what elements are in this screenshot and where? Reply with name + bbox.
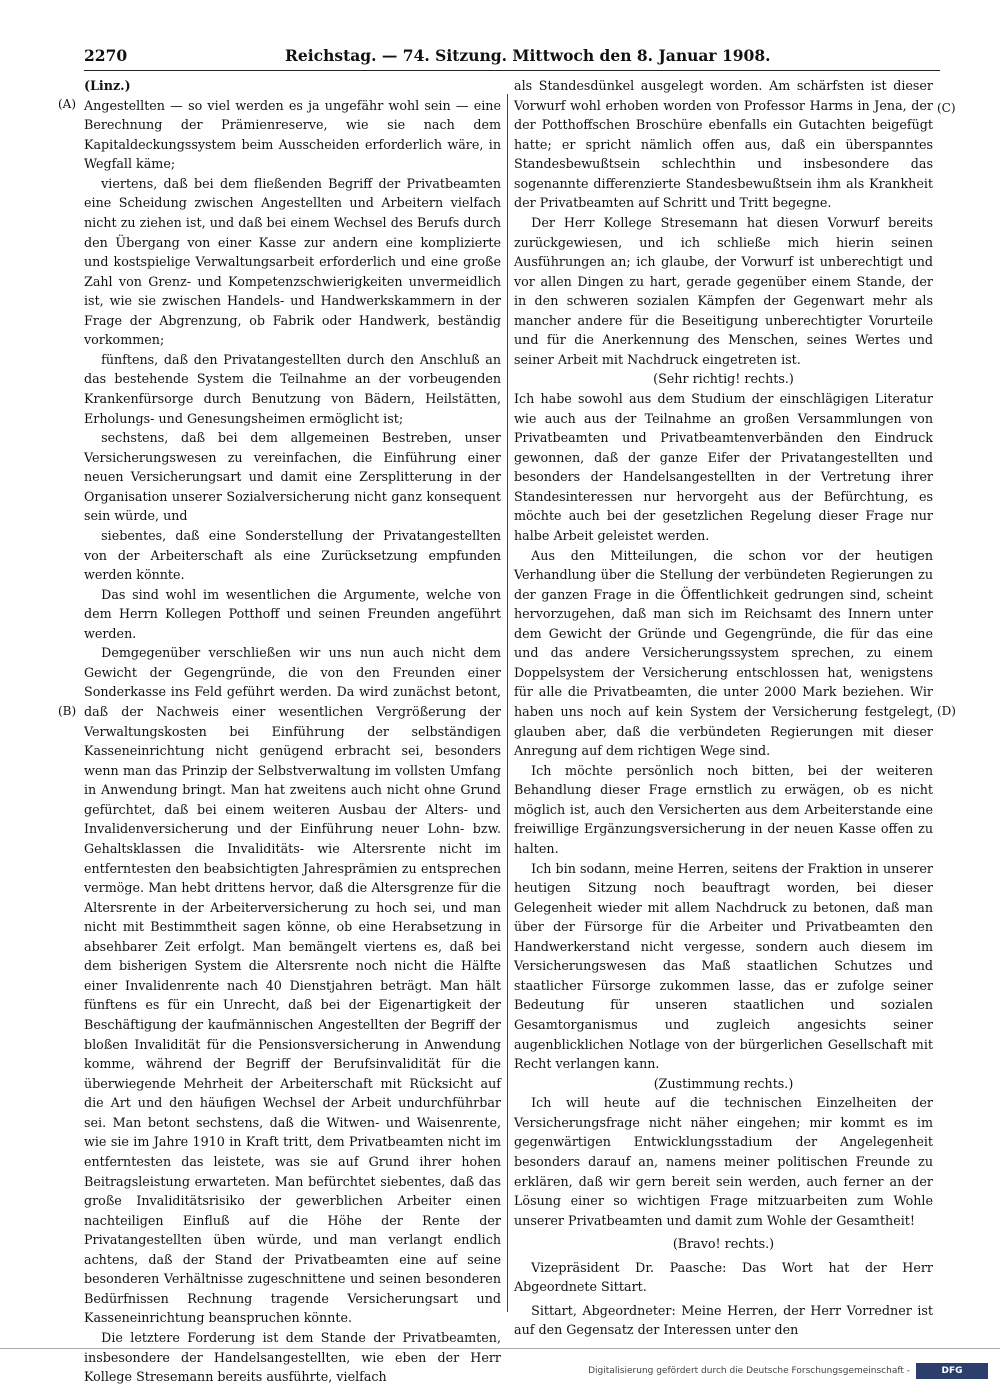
paragraph: Die letztere Forderung ist dem Stande der Privatbeamten, insbesondere der Handelsangestellten, wie eben der Herr Kollege Stresemann bereits ausführte, vielfach (84, 1330, 501, 1385)
margin-marker-c: (C) (937, 101, 956, 115)
speaker-tag: (Linz.) (84, 78, 131, 93)
paragraph: Angestellten — so viel werden es ja ungefähr wohl sein — eine Berechnung der Prämienreserve, wie sie nach dem Kapitaldeckungssystem beim Ausscheiden erforderlich wäre, in Wegfall käme; (84, 97, 501, 172)
interjection: (Bravo! rechts.) (672, 1236, 775, 1252)
left-column (84, 76, 501, 1387)
paragraph: Ich möchte persönlich noch bitten, bei der weiteren Behandlung dieser Frage ernstlich zu erwägen, ob es nicht möglich ist, auch den Versicherten aus dem Arbeiterstande eine freiwillige Ergänzungsversicherung in der neuen Kasse offen zu halten. (514, 762, 933, 856)
running-title: Reichstag. — 74. Sitzung. Mittwoch den 8. Januar 1908. (285, 46, 771, 65)
speaker-paragraph: Sittart, Abgeordneter: Meine Herren, der Herr Vorredner ist auf den Gegensatz der Interessen unter den (514, 1302, 933, 1338)
paragraph: siebentes, daß eine Sonderstellung der Privatangestellten von der Arbeiterschaft als eine Zurücksetzung empfunden werden könnte. (84, 527, 501, 583)
paragraph: Aus den Mitteilungen, die schon vor der heutigen Verhandlung über die Stellung der verbündeten Regierungen zu der ganzen Frage in die Öffentlichkeit gedrungen sind, scheint hervorzugehen, daß man sich im Reichsamt des Innern unter dem Gewicht der Gründe und Gegengründe, die für das eine und das andere Versicherungssystem sprechen, zu einem Doppelsystem der Versicherung entschlossen hat, wenigstens für alle die Privatbeamten, die unter 2000 Mark beziehen. Wir haben uns noch auf kein System der Versicherung festgelegt, glauben aber, daß die verbündeten Regierungen mit dieser Anregung auf dem richtigen Wege sind. (514, 547, 933, 759)
digitization-credit: Digitalisierung gefördert durch die Deutsche Forschungsgemeinschaft - (588, 1366, 910, 1376)
paragraph: Ich habe sowohl aus dem Studium der einschlägigen Literatur wie auch aus der Teilnahme an großen Versammlungen von Privatbeamten und Privatbeamtenverbänden den Eindruck gewonnen, daß der ganze Eifer der Privatangestellten und besonders der Handelsangestellten in der Vertretung ihrer Standesinteressen nur hervorgeht aus der Befürchtung, es möchte auch bei der gesetzlichen Regelung dieser Frage nur halbe Arbeit geleistet werden. (514, 391, 933, 543)
right-column (514, 76, 933, 1340)
page-header (84, 46, 940, 68)
column-divider (507, 94, 508, 1312)
header-rule (84, 70, 940, 71)
interjection: (Zustimmung rechts.) (653, 1075, 794, 1091)
margin-marker-d: (D) (937, 704, 956, 718)
paragraph: als Standesdünkel ausgelegt worden. Am schärfsten ist dieser Vorwurf wohl erhoben worden von Professor Harms in Jena, der der Potthoffschen Broschüre ebenfalls ein Gutachten beigefügt hatte; er spricht nämlich offen aus, daß ein überspanntes Standesbewußtsein schlechthin und insbesondere das sogenannte differenzierte Standesbewußtsein ihm als Krankheit der Privatbeamten auf Schritt und Tritt begegne. (514, 78, 933, 211)
footer-rule (0, 1348, 1000, 1349)
paragraph: Ich bin sodann, meine Herren, seitens der Fraktion in unserer heutigen Sitzung noch beauftragt worden, bei dieser Gelegenheit wieder mit allem Nachdruck zu betonen, daß man über der Fürsorge für die Arbeiter und Privatbeamten den Handwerkerstand nicht vergesse, sondern auch diesem im Versicherungswesen das Maß staatlichen Schutzes und staatlicher Fürsorge zukommen lasse, das er zufolge seiner Bedeutung für unseren staatlichen und sozialen Gesamtorganismus und zugleich angesichts seiner augenblicklichen Notlage von der bürgerlichen Gesellschaft mit Recht verlangen kann. (514, 860, 933, 1072)
page-number: 2270 (84, 46, 128, 65)
paragraph: Demgegenüber verschließen wir uns nun auch nicht dem Gewicht der Gegengründe, die von den Freunden einer Sonderkasse ins Feld geführt werden. Da wird zunächst betont, daß der Nachweis einer wesentlichen Vergrößerung der Verwaltungskosten bei Einführung der selbständigen Kasseneinrichtung nicht genügend erbracht sei, besonders wenn man das Prinzip der Selbstverwaltung im vollsten Umfang in Anwendung bringt. Man hat zweitens auch nicht ohne Grund gefürchtet, daß bei einem weiteren Ausbau der Alters- und Invalidenversicherung und der Einführung neuer Lohn- bzw. Gehaltsklassen die Invaliditäts- wie Altersrente nicht im entferntesten den beabsichtigten Jahresprämien zu entsprechen vermöge. Man hebt drittens hervor, daß die Altersgrenze für die Altersrente in der Arbeiterversicherung zu hoch sei, und man nicht mit Bestimmtheit sagen könne, ob eine Herabsetzung in absehbarer Zeit erfolgt. Man bemängelt viertens es, daß bei dem bisherigen System die Altersrente noch nicht die Hälfte einer Invalidenrente nach 40 Dienstjahren beträgt. Man hält fünftens es für ein Unrecht, daß bei der Eigenartigkeit der Beschäftigung der kaufmännischen Angestellten der Begriff der bloßen Invalidität für die Pensionsversicherung in Anwendung komme, während der Begriff der Berufsinvalidität für die überwiegende Mehrheit der Arbeiterschaft mit Rücksicht auf die Art und den häufigen Wechsel der Arbeit undurchführbar sei. Man betont sechstens, daß die Witwen- und Waisenrente, wie sie im Jahre 1910 in Kraft tritt, dem Privatbeamten nicht im entferntesten das leistete, was sie auf Grund ihrer hohen Beitragsleistung erwarteten. Man befürchtet siebentes, daß das große Invaliditätsrisiko der gewerblichen Arbeiter einen nachteiligen Einfluß auf die Höhe der Rente der Privatangestellten üben würde, und man verlangt endlich achtens, daß der Stand der Privatbeamten eine auf seine besonderen Verhältnisse zugeschnittene und seinen besonderen Bedürfnissen Rechnung tragende Versicherungsart und Kasseneinrichtung beanspruchen könnte. (84, 645, 501, 1326)
speaker-paragraph: Vizepräsident Dr. Paasche: Das Wort hat der Herr Abgeordnete Sittart. (514, 1259, 933, 1295)
margin-marker-b: (B) (58, 704, 77, 718)
paragraph: Ich will heute auf die technischen Einzelheiten der Versicherungsfrage nicht näher eingehen; mir kommt es im gegenwärtigen Entwicklungsstadium der Angelegenheit besonders darauf an, namens meiner politischen Freunde zu erklären, daß wir gern bereit sein werden, auch ferner an der Lösung einer so wichtigen Frage mitzuarbeiten zum Wohle unserer Privatbeamten und damit zum Wohle der Gesamtheit! (514, 1095, 933, 1228)
paragraph: fünftens, daß den Privatangestellten durch den Anschluß an das bestehende System die Teilnahme an der vorbeugenden Krankenfürsorge durch Benutzung von Bädern, Heilstätten, Erholungs- und Genesungsheimen ermöglicht ist; (84, 351, 501, 426)
interjection: (Sehr richtig! rechts.) (653, 371, 794, 387)
margin-marker-a: (A) (58, 97, 77, 111)
paragraph: Der Herr Kollege Stresemann hat diesen Vorwurf bereits zurückgewiesen, und ich schließe mich hierin seinen Ausführungen an; ich glaube, der Vorwurf ist unberechtigt und vor allen Dingen zu hart, gerade gegenüber einem Stande, der in den schweren sozialen Kämpfen der Gegenwart mehr als mancher andere für die Beseitigung unberechtigter Vorurteile und für die Anerkennung des Menschen, seines Wertes und seiner Arbeit mit Nachdruck eingetreten ist. (514, 214, 933, 367)
paragraph: sechstens, daß bei dem allgemeinen Bestreben, unser Versicherungswesen zu vereinfachen, die Einführung einer neuen Versicherungsart und damit eine Zersplitterung in der Organisation unserer Sozialversicherung nicht ganz konsequent sein würde, und (84, 430, 501, 524)
paragraph: viertens, daß bei dem fließenden Begriff der Privatbeamten eine Scheidung zwischen Angestellten und Arbeitern vielfach nicht zu ziehen ist, und daß bei einem Wechsel des Berufs durch den Übergang von einer Kasse zur andern eine komplizierte und kostspielige Verwaltungsarbeit erforderlich und eine große Zahl von Grenz- und Kompetenzschwierigkeiten unvermeidlich ist, wie sie zwischen Handels- und Handwerkskammern in der Frage der Abgrenzung, ob Fabrik oder Handwerk, beständig vorkommen; (84, 175, 501, 348)
dfg-logo: DFG (916, 1363, 988, 1379)
paragraph: Das sind wohl im wesentlichen die Argumente, welche von dem Herrn Kollegen Potthoff und seinen Freunden angeführt werden. (84, 586, 501, 641)
